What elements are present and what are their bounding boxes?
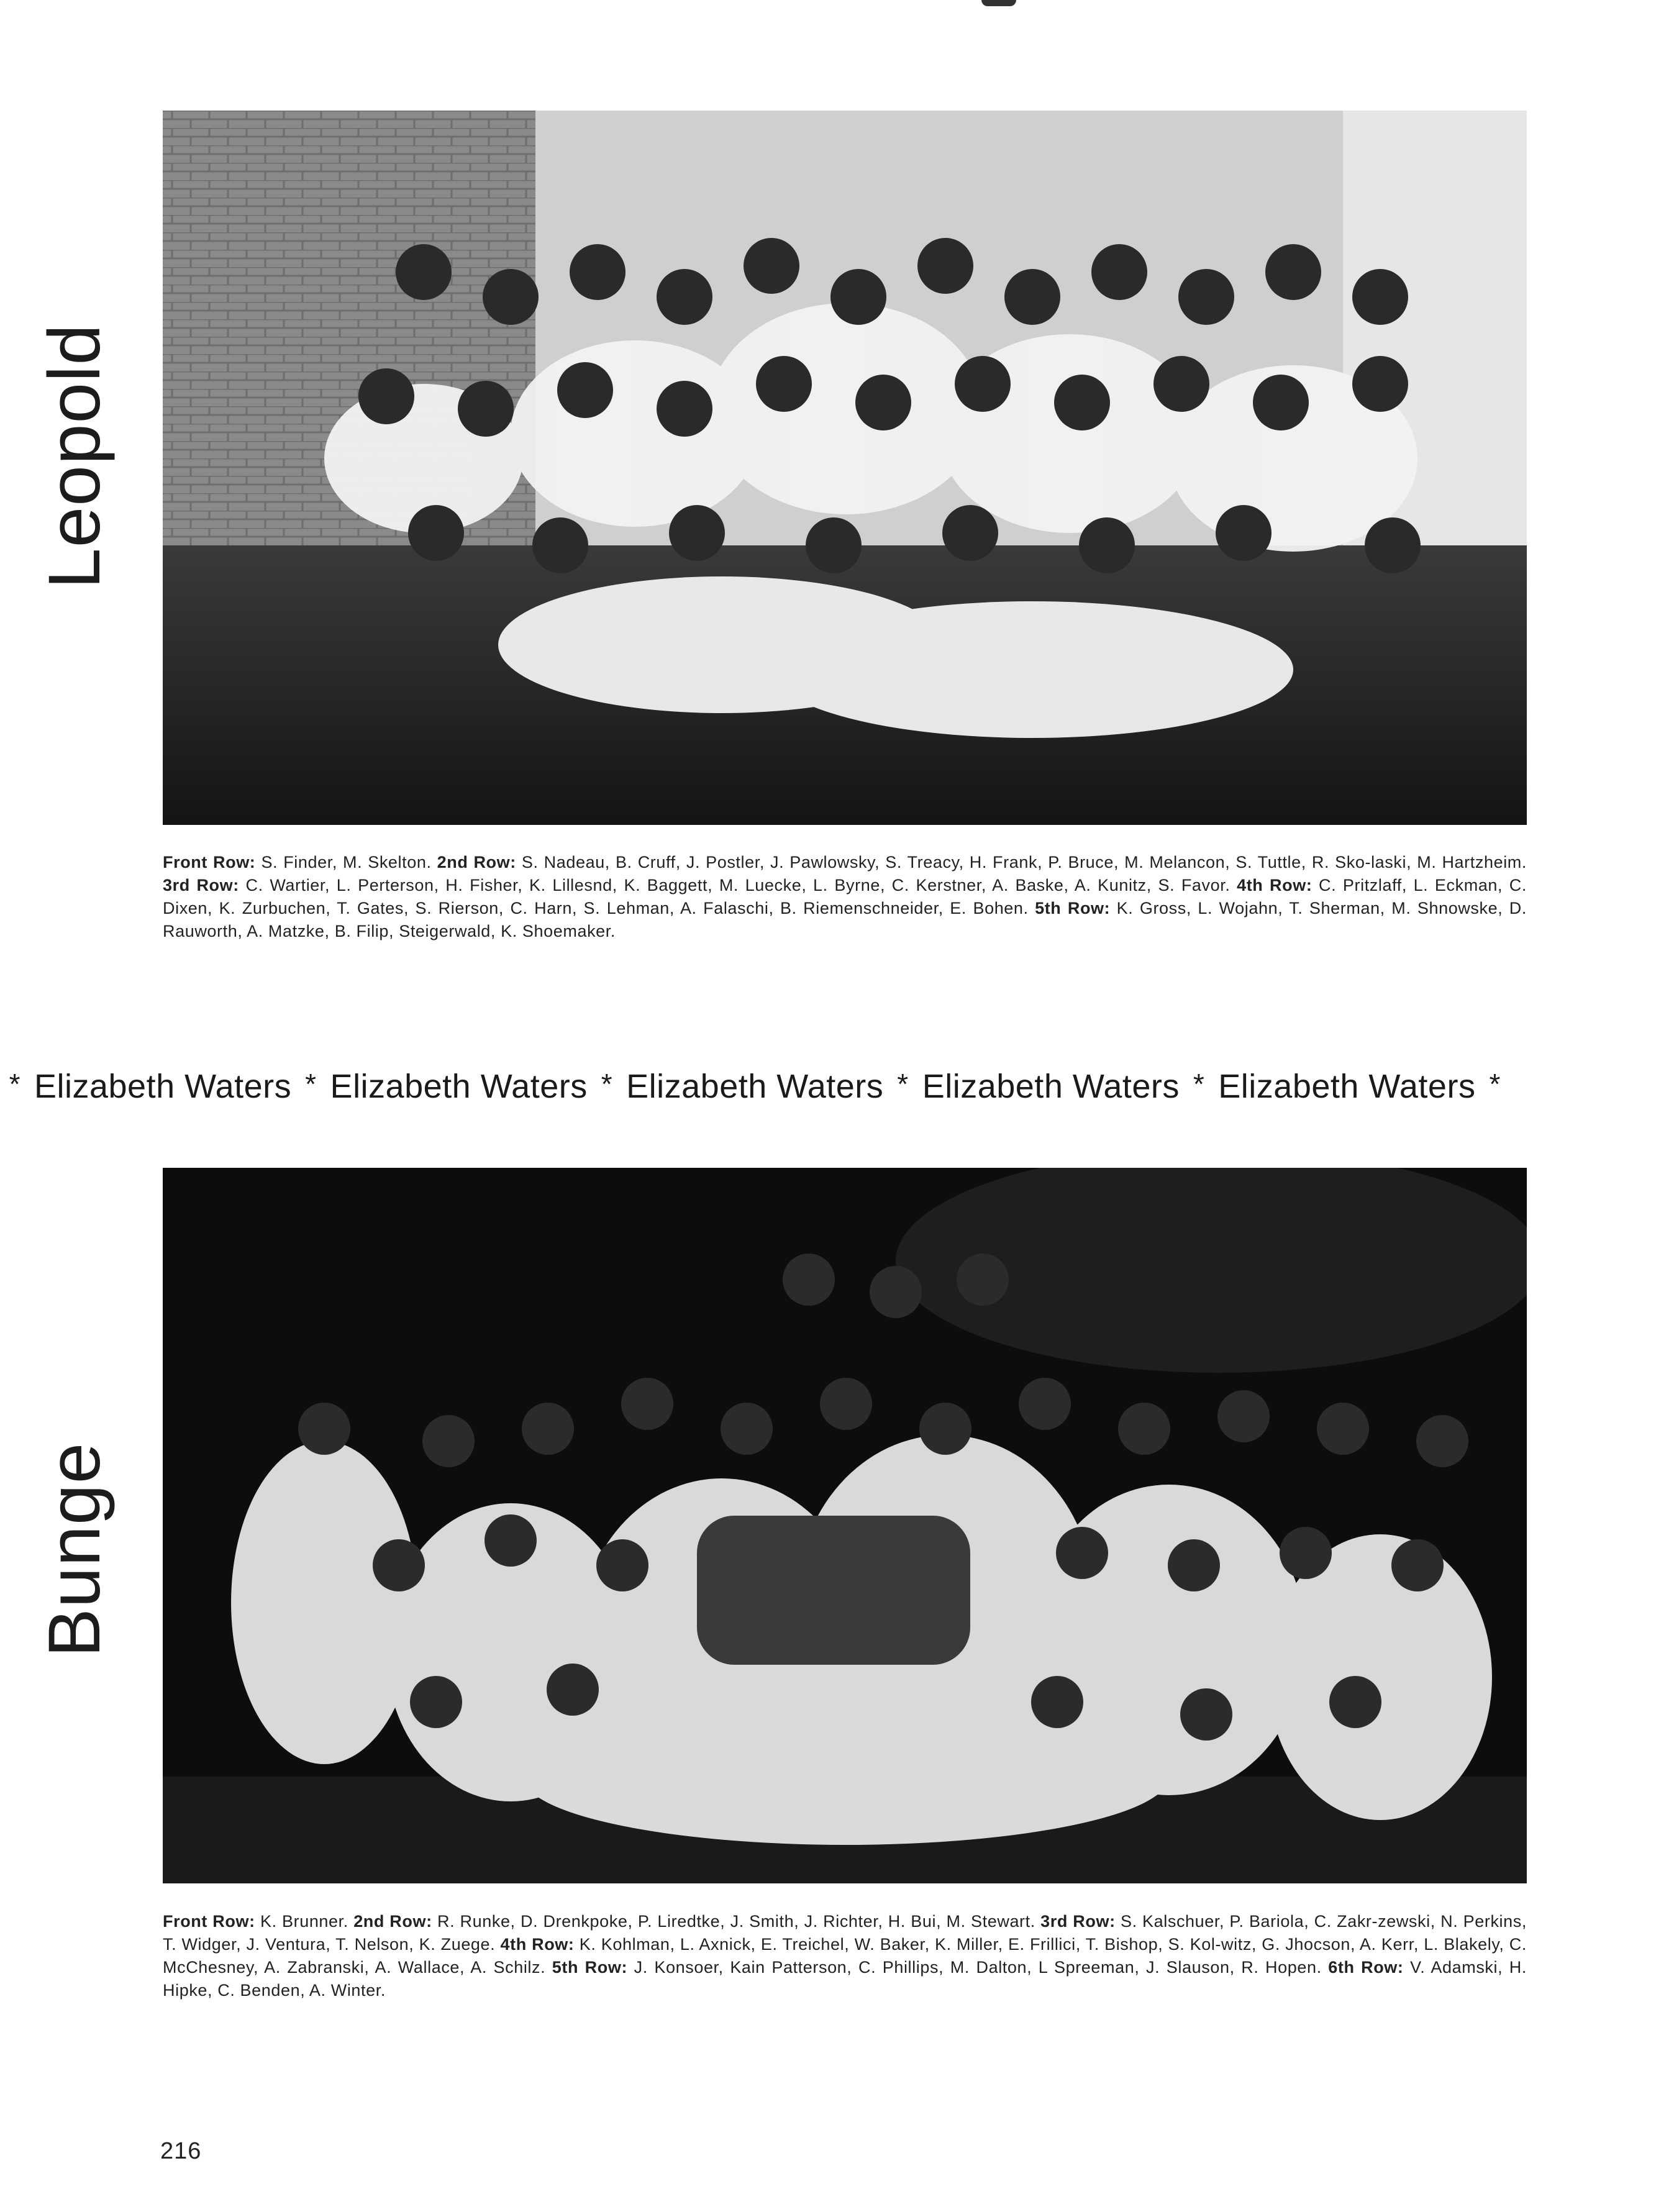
caption-row-label: 2nd Row:	[353, 1912, 432, 1931]
banner-item: Elizabeth Waters	[330, 1068, 588, 1105]
elizabeth-waters-banner	[0, 1067, 1656, 1106]
banner-item: Elizabeth Waters	[34, 1068, 292, 1105]
star-separator: *	[1489, 1068, 1501, 1100]
caption-row-label: 4th Row:	[1237, 876, 1313, 894]
caption-row-label: 3rd Row:	[1040, 1912, 1116, 1931]
caption-row-label: 6th Row:	[1328, 1958, 1404, 1977]
group-photo-bunge	[163, 1168, 1527, 1883]
star-separator: *	[9, 1068, 20, 1100]
dorm-label-leopold: Leopold	[34, 324, 116, 589]
top-edge-mark	[981, 0, 1016, 6]
caption-row-label: Front Row:	[163, 1912, 255, 1931]
caption-row-names: K. Brunner.	[255, 1912, 354, 1931]
banner-item: Elizabeth Waters	[626, 1068, 884, 1105]
group-photo-leopold	[163, 111, 1527, 825]
caption-row-names: C. Wartier, L. Perterson, H. Fisher, K. Lillesnd, K. Baggett, M. Luecke, L. Byrne, C. Kerstner, A. Baske, A. Kunitz, S. Favor.	[239, 876, 1237, 894]
page-number: 216	[160, 2138, 202, 2164]
star-separator: *	[897, 1068, 909, 1100]
caption-row-names: S. Kalschuer, P. Bariola, C. Zakr-zewski, N. Perkins, T. Widger, J. Ventura, T. Nelson, K. Zuege.	[163, 1912, 1527, 1954]
caption-row-label: 2nd Row:	[437, 853, 516, 872]
star-separator: *	[1193, 1068, 1205, 1100]
star-separator: *	[601, 1068, 613, 1100]
caption-row-label: 3rd Row:	[163, 876, 239, 894]
photo-bunge-illustration	[163, 1168, 1527, 1883]
banner-item: Elizabeth Waters	[1218, 1068, 1476, 1105]
star-separator: *	[305, 1068, 317, 1100]
caption-row-label: 5th Row:	[552, 1958, 628, 1977]
caption-row-label: 5th Row:	[1035, 899, 1111, 917]
caption-row-names: C. Pritzlaff, L. Eckman, C. Dixen, K. Zurbuchen, T. Gates, S. Rierson, C. Harn, S. Lehman, A. Falaschi, B. Riemenschneider, E. Bohen.	[163, 876, 1527, 917]
caption-row-names: V. Adamski, H. Hipke, C. Benden, A. Winter.	[163, 1958, 1527, 2000]
caption-row-names: K. Gross, L. Wojahn, T. Sherman, M. Shnowske, D. Rauworth, A. Matzke, B. Filip, Steigerwald, K. Shoemaker.	[163, 899, 1527, 940]
caption-leopold	[163, 851, 1527, 943]
photo-leopold-illustration	[163, 111, 1527, 825]
caption-row-names: J. Konsoer, Kain Patterson, C. Phillips, M. Dalton, L Spreeman, J. Slauson, R. Hopen.	[627, 1958, 1329, 1977]
caption-row-label: 4th Row:	[500, 1935, 575, 1954]
banner-item: Elizabeth Waters	[922, 1068, 1180, 1105]
caption-row-names: S. Nadeau, B. Cruff, J. Postler, J. Pawlowsky, S. Treacy, H. Frank, P. Bruce, M. Melancon, S. Tuttle, R. Sko-laski, M. Hartzheim.	[516, 853, 1527, 872]
caption-bunge	[163, 1910, 1527, 2002]
dorm-label-bunge: Bunge	[34, 1442, 116, 1657]
caption-row-names: S. Finder, M. Skelton.	[255, 853, 437, 872]
caption-row-names: K. Kohlman, L. Axnick, E. Treichel, W. Baker, K. Miller, E. Frillici, T. Bishop, S. Kol-witz, G. Jhocson, A. Kerr, L. Blakely, C. McChesney, A. Zabranski, A. Wallace, A. Schilz.	[163, 1935, 1527, 1977]
caption-row-label: Front Row:	[163, 853, 256, 872]
caption-row-names: R. Runke, D. Drenkpoke, P. Liredtke, J. Smith, J. Richter, H. Bui, M. Stewart.	[432, 1912, 1041, 1931]
